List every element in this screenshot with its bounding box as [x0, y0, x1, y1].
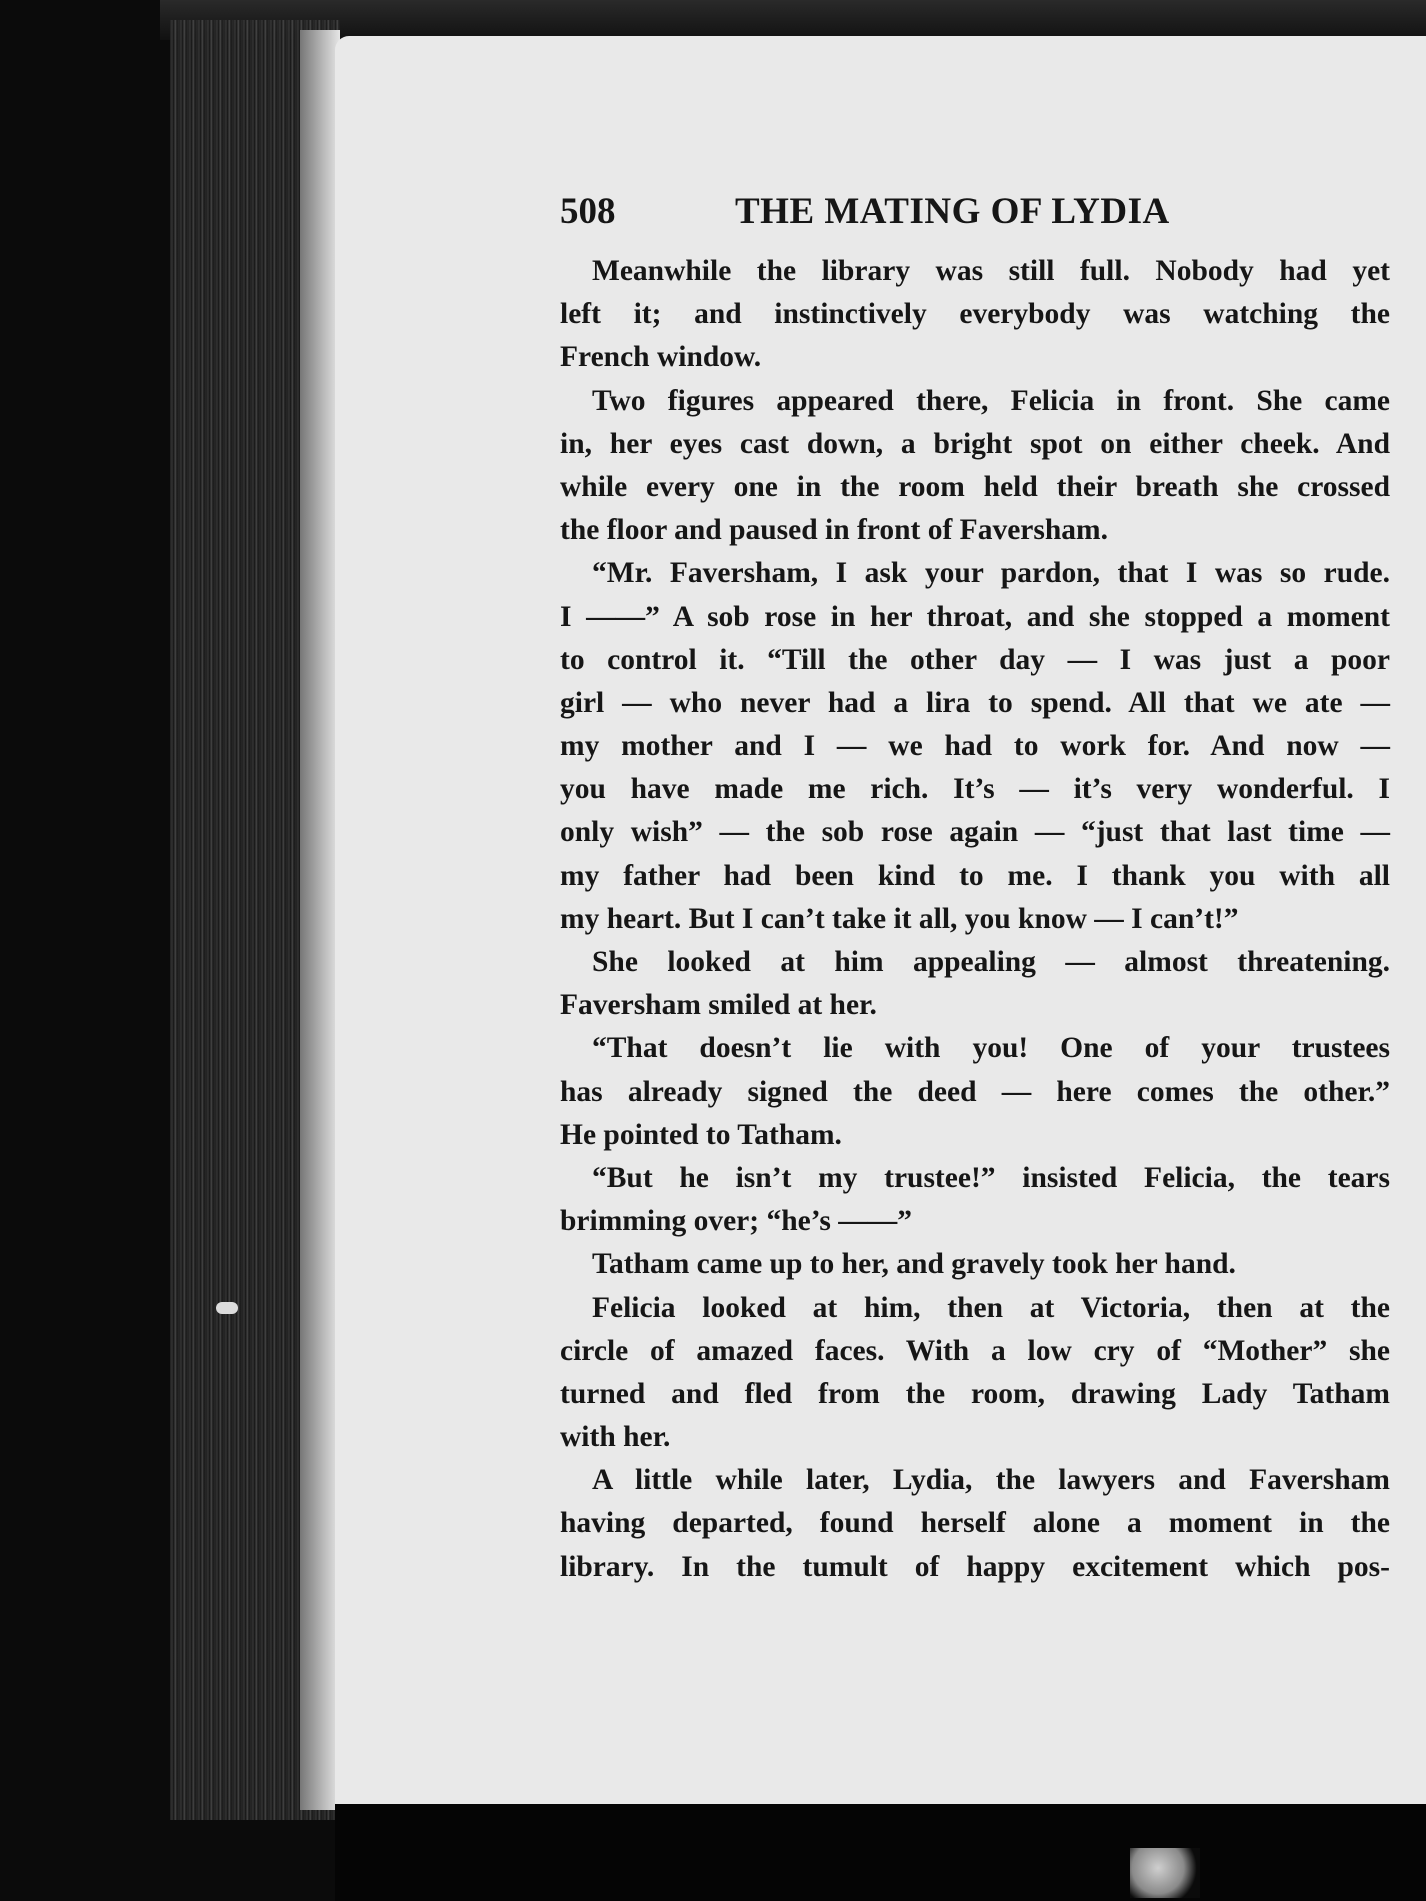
text-line: only wish” — the sob rose again — “just that last time — — [560, 816, 1390, 849]
running-title: THE MATING OF LYDIA — [735, 191, 1170, 232]
text-line: the floor and paused in front of Faversham. — [560, 514, 1108, 547]
text-line: while every one in the room held their breath she crossed — [560, 470, 1390, 503]
text-line: library. In the tumult of happy excitement which pos- — [560, 1550, 1390, 1583]
text-line: turned and fled from the room, drawing Lady Tatham — [560, 1377, 1390, 1410]
text-line: my father had been kind to me. I thank you with all — [560, 859, 1390, 892]
text-line: you have made me rich. It’s — it’s very wonderful. I — [560, 773, 1390, 806]
text-line: Felicia looked at him, then at Victoria, then at the — [592, 1291, 1390, 1324]
bottom-shadow — [335, 1804, 1426, 1901]
text-line: with her. — [560, 1421, 671, 1454]
text-line: Meanwhile the library was still full. Nobody had yet — [592, 255, 1390, 287]
text-line: having departed, found herself alone a moment in the — [560, 1507, 1390, 1540]
page-gutter-shadow — [300, 30, 340, 1810]
text-line: left it; and instinctively everybody was watching the — [560, 298, 1390, 331]
text-line: “But he isn’t my trustee!” insisted Felicia, the tears — [592, 1161, 1390, 1194]
text-line: my heart. But I can’t take it all, you know — I can’t!” — [560, 902, 1239, 935]
text-line: A little while later, Lydia, the lawyers and Faversham — [592, 1464, 1390, 1497]
text-line: I ——” A sob rose in her throat, and she stopped a moment — [560, 600, 1390, 633]
text-line: circle of amazed faces. With a low cry of “Mother” she — [560, 1334, 1390, 1367]
text-line: to control it. “Till the other day — I was just a poor — [560, 643, 1390, 676]
text-line: my mother and I — we had to work for. And now — — [560, 730, 1390, 763]
page-header — [560, 190, 1380, 240]
text-line: Two figures appeared there, Felicia in front. She came — [592, 384, 1390, 417]
scan-blemish — [216, 1302, 238, 1314]
text-line: Faversham smiled at her. — [560, 989, 877, 1022]
top-shadow-band — [160, 0, 1426, 40]
text-line: “Mr. Faversham, I ask your pardon, that I was so rude. — [592, 557, 1390, 590]
text-line: He pointed to Tatham. — [560, 1118, 842, 1151]
text-line: has already signed the deed — here comes the other.” — [560, 1075, 1390, 1108]
text-line: “That doesn’t lie with you! One of your trustees — [592, 1032, 1390, 1065]
text-line: She looked at him appealing — almost threatening. — [592, 946, 1390, 978]
text-line: brimming over; “he’s ——” — [560, 1205, 913, 1238]
text-line: Tatham came up to her, and gravely took her hand. — [592, 1248, 1236, 1281]
text-line: French window. — [560, 341, 762, 374]
paper-scrap — [1130, 1848, 1200, 1898]
text-line: in, her eyes cast down, a bright spot on either cheek. And — [560, 427, 1390, 460]
body-text — [560, 250, 1390, 1589]
page-number: 508 — [560, 191, 616, 232]
text-line: girl — who never had a lira to spend. All that we ate — — [560, 686, 1390, 719]
